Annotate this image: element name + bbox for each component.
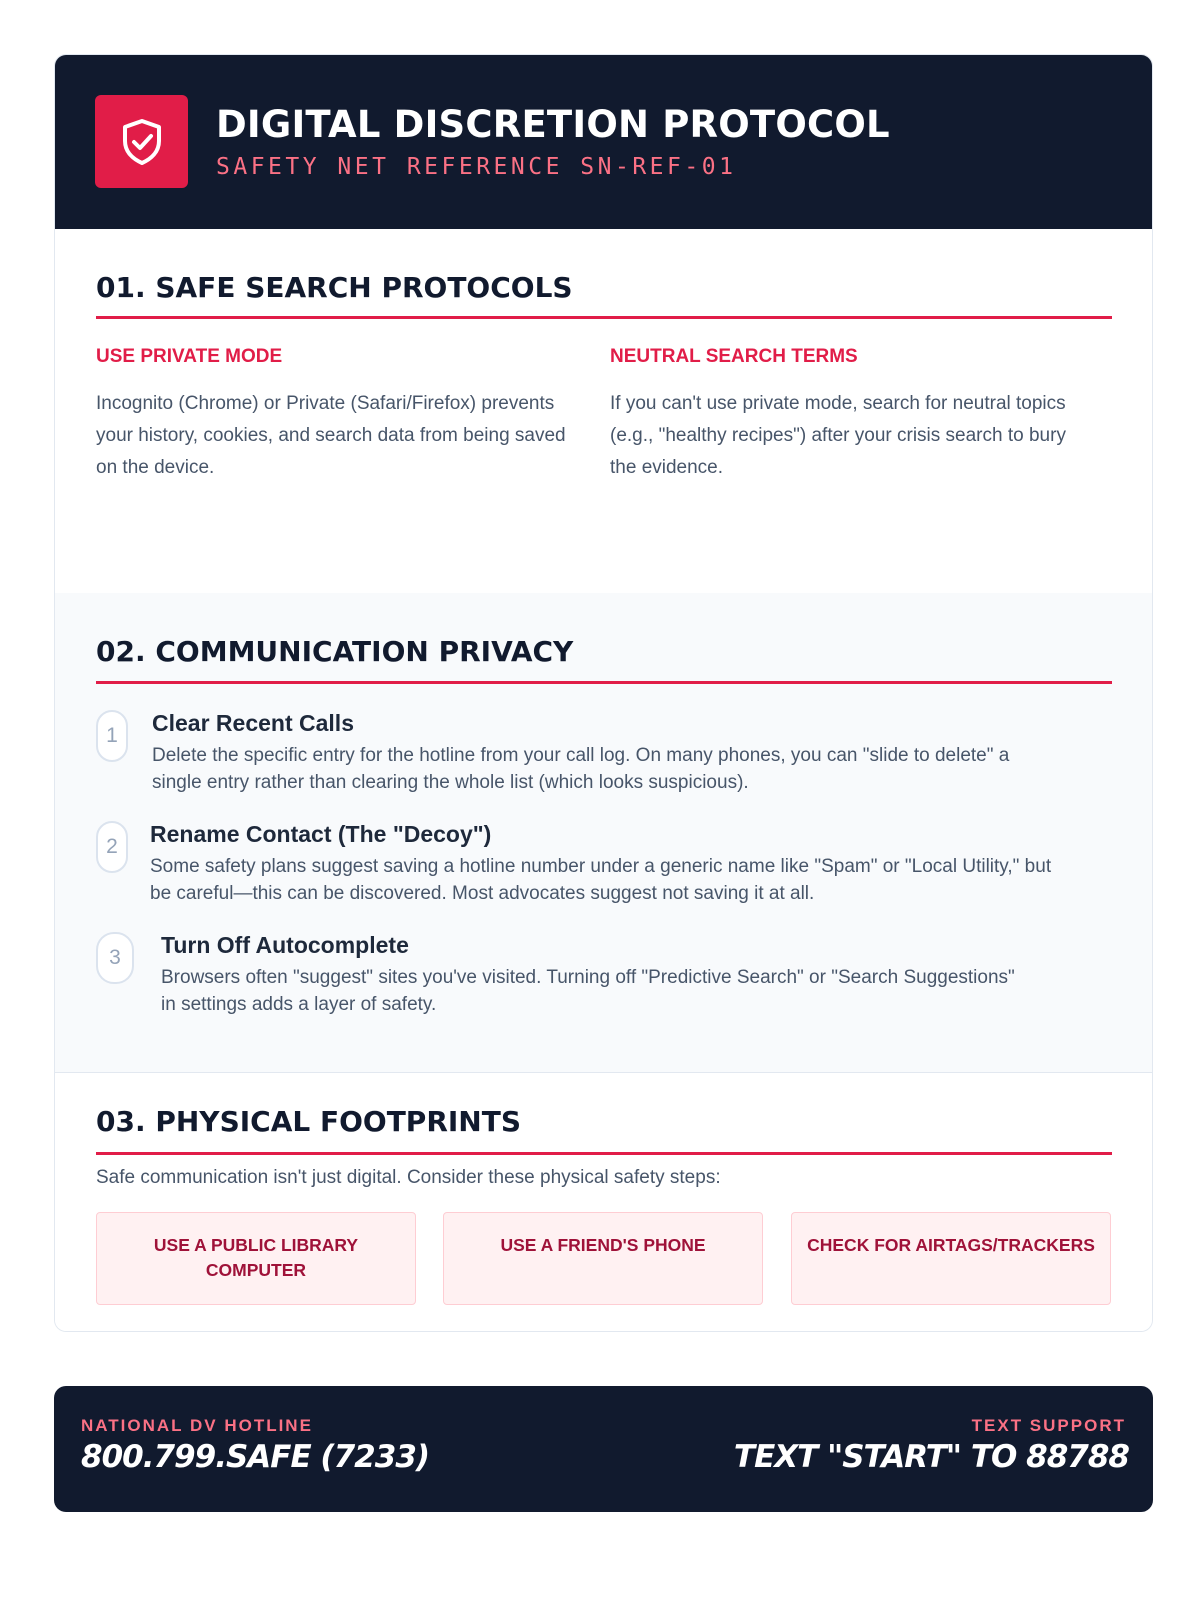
page-title: DIGITAL DISCRETION PROTOCOL [216,103,890,146]
neutral-terms-heading: NEUTRAL SEARCH TERMS [610,346,858,367]
step-title: Rename Contact (The "Decoy") [150,821,492,847]
header [55,55,1152,229]
private-mode-heading: USE PRIVATE MODE [96,346,283,367]
shield-check-icon [119,117,165,167]
hotline-number[interactable]: 800.799.SAFE (7233) [81,1439,430,1475]
step-title: Clear Recent Calls [152,710,354,736]
step-description: Some safety plans suggest saving a hotline number under a generic name like "Spam" or "Local Utility," but be careful—this can be discovered. Most advocates suggest not saving it at all. [150,856,1052,904]
step-description: Browsers often "suggest" sites you've visited. Turning off "Predictive Search" or "Search Suggestions" in settings adds a layer of safety. [161,967,1015,1015]
neutral-terms-text: If you can't use private mode, search for neutral topics (e.g., "healthy recipes") after your crisis search to bury the evidence. [610,393,1066,478]
text-support-label: TEXT SUPPORT [971,1416,1126,1435]
contact-footer [54,1386,1153,1512]
page-subtitle: SAFETY NET REFERENCE SN-REF-01 [216,154,737,180]
section-safe-search [55,229,1152,593]
section-divider [96,1152,1112,1155]
hotline-label: NATIONAL DV HOTLINE [81,1416,313,1435]
text-support-number[interactable]: TEXT "START" TO 88788 [733,1439,1129,1475]
logo-badge [95,95,188,188]
tip-tile-library: USE A PUBLIC LIBRARY COMPUTER [96,1212,416,1305]
section-physical-footprints [55,1073,1152,1332]
step-title: Turn Off Autocomplete [161,932,409,958]
section-communication-privacy [55,593,1152,1073]
section-title: 01. SAFE SEARCH PROTOCOLS [96,271,573,304]
tip-tile-trackers: CHECK FOR AIRTAGS/TRACKERS [791,1212,1111,1305]
private-mode-text: Incognito (Chrome) or Private (Safari/Firefox) prevents your history, cookies, and search data from being saved on the device. [96,393,566,478]
protocol-card [54,54,1153,1332]
step-number-badge: 1 [96,710,128,762]
tip-tile-friend-phone: USE A FRIEND'S PHONE [443,1212,763,1305]
section-title: 03. PHYSICAL FOOTPRINTS [96,1105,522,1138]
section-divider [96,681,1112,684]
section-title: 02. COMMUNICATION PRIVACY [96,635,574,668]
section-intro: Safe communication isn't just digital. Consider these physical safety steps: [96,1167,721,1188]
step-number-badge: 2 [96,821,128,873]
section-divider [96,316,1112,319]
step-description: Delete the specific entry for the hotline from your call log. On many phones, you can "slide to delete" a single entry rather than clearing the whole list (which looks suspicious). [152,745,1010,793]
step-number-badge: 3 [96,932,134,984]
